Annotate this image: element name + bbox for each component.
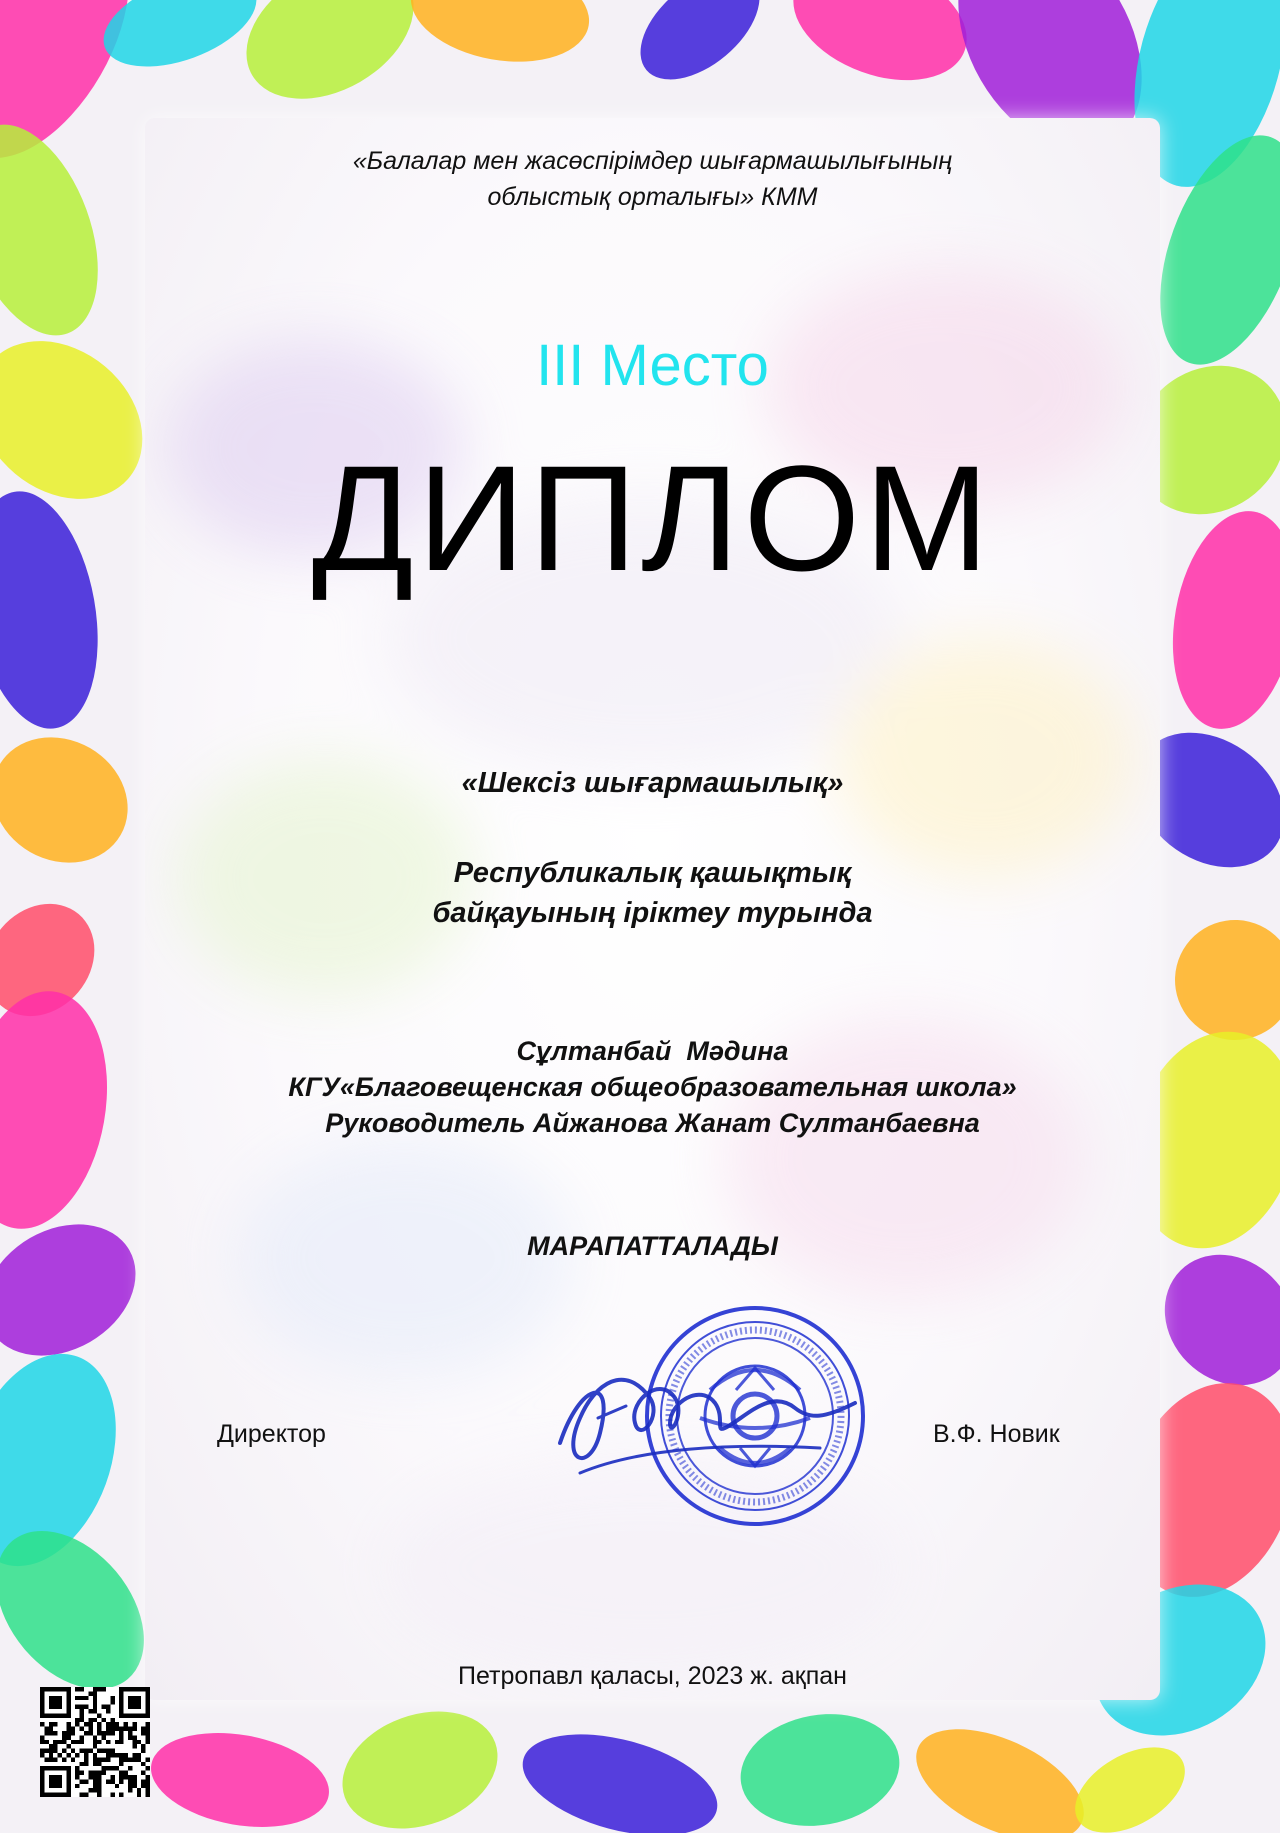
diploma-panel (145, 118, 1160, 1700)
petal-shape (732, 1702, 909, 1833)
petal-shape (1157, 501, 1280, 738)
supervisor-name: Руководитель Айжанова Жанат Султанбаевна (325, 1108, 980, 1138)
participant-name: Сұлтанбай Мәдина (516, 1036, 789, 1066)
director-label: Директор (217, 1420, 326, 1448)
petal-shape (899, 1706, 1100, 1833)
petal-shape (1061, 1730, 1200, 1833)
awarded-label: МАРАПАТТАЛАДЫ (527, 1231, 778, 1261)
school-name: КГУ«Благовещенская общеобразовательная школа» (288, 1072, 1017, 1102)
contest-stage-line: Республикалық қашықтық (453, 857, 852, 889)
petal-shape (91, 0, 269, 85)
petal-shape (777, 0, 984, 102)
contest-name: «Шексіз шығармашылық» (461, 767, 844, 799)
petal-shape (0, 106, 124, 354)
organization-line: облыстық орталығы» КММ (487, 183, 818, 211)
official-seal (550, 1298, 920, 1528)
petal-shape (222, 0, 438, 127)
petal-shape (0, 481, 115, 738)
petal-shape (144, 1720, 337, 1833)
contest-stage-line: байқауының іріктеу турында (432, 897, 873, 929)
petal-shape (512, 1716, 728, 1833)
petal-shape (0, 980, 125, 1241)
petal-shape (326, 1691, 514, 1833)
director-name: В.Ф. Новик (933, 1420, 1060, 1448)
organization-line: «Балалар мен жасөспірімдер шығармашылығының (352, 147, 953, 175)
footer-place-date: Петропавл қаласы, 2023 ж. ақпан (458, 1662, 847, 1690)
qr-code-icon[interactable] (40, 1687, 150, 1797)
organization-name (145, 143, 1160, 215)
petal-shape (0, 713, 151, 887)
contest-stage (145, 853, 1160, 933)
place-label: III Место (536, 333, 769, 398)
diploma-title: ДИПЛОМ (311, 434, 994, 602)
petal-shape (403, 0, 598, 75)
winner-block (145, 1033, 1160, 1141)
petal-shape (621, 0, 780, 101)
